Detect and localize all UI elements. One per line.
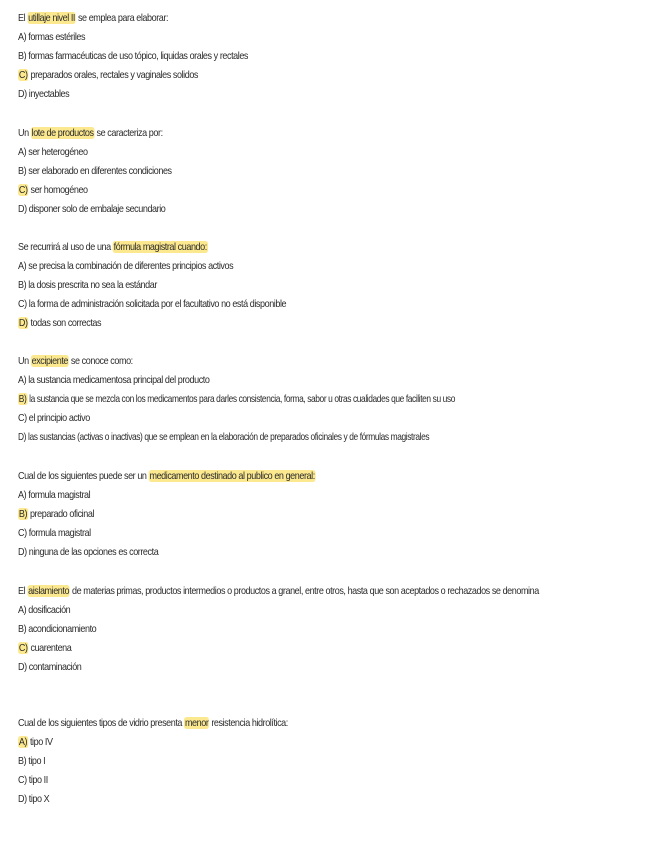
option-c: C) preparados orales, rectales y vaginales solidos <box>18 69 198 81</box>
option-d: D) tipo X <box>18 793 50 805</box>
option-a: A) tipo IV <box>18 736 53 748</box>
option-d: D) contaminación <box>18 661 82 673</box>
answer-marker: C) <box>18 642 28 654</box>
highlighted-term: aislamiento <box>28 585 70 597</box>
option-a: A) formula magistral <box>18 489 91 501</box>
question-text: El aislamiento de materias primas, productos intermedios o productos a granel, entre otros, hasta que son aceptados o rechazados se denomina <box>18 585 539 597</box>
answer-marker: D) <box>18 317 28 329</box>
question-text: Se recurrirá al uso de una fórmula magistral cuando: <box>18 241 207 253</box>
option-d: D) todas son correctas <box>18 317 102 329</box>
highlighted-term: menor <box>184 717 209 729</box>
question-text: Un excipiente se conoce como: <box>18 355 133 367</box>
highlighted-term: utillaje nivel II <box>28 12 76 24</box>
option-b: B) acondicionamiento <box>18 623 97 635</box>
option-a: A) ser heterogéneo <box>18 146 88 158</box>
answer-marker: A) <box>18 736 28 748</box>
option-c: C) el principio activo <box>18 412 90 424</box>
option-d: D) inyectables <box>18 88 70 100</box>
option-c: C) formula magistral <box>18 527 91 539</box>
option-c: C) tipo II <box>18 774 48 786</box>
question-6 <box>18 582 643 677</box>
highlighted-term: lote de productos <box>31 127 94 139</box>
question-text: Cual de los siguientes tipos de vidrio presenta menor resistencia hidrolítica: <box>18 717 288 729</box>
highlighted-term: medicamento destinado al publico en general: <box>149 470 315 482</box>
question-1 <box>18 9 643 104</box>
highlighted-term: fórmula magistral cuando: <box>113 241 207 253</box>
answer-marker: C) <box>18 184 28 196</box>
question-4 <box>18 352 643 447</box>
answer-marker: B) <box>18 508 28 520</box>
question-text: El utillaje nivel II se emplea para elaborar: <box>18 12 169 24</box>
option-b: B) formas farmacéuticas de uso tópico, liquidas orales y rectales <box>18 50 249 62</box>
question-text: Cual de los siguientes puede ser un medicamento destinado al publico en general: <box>18 470 315 482</box>
option-b: B) la sustancia que se mezcla con los medicamentos para darles consistencia, forma, sabor u otras cualidades que faciliten su uso <box>18 393 455 405</box>
answer-marker: C) <box>18 69 28 81</box>
question-5 <box>18 467 643 562</box>
highlighted-term: excipiente <box>31 355 68 367</box>
option-b: B) ser elaborado en diferentes condiciones <box>18 165 172 177</box>
option-b: B) la dosis prescrita no sea la estándar <box>18 279 157 291</box>
option-a: A) se precisa la combinación de diferentes principios activos <box>18 260 234 272</box>
option-a: A) formas estériles <box>18 31 86 43</box>
option-c: C) la forma de administración solicitada por el facultativo no está disponible <box>18 298 287 310</box>
option-b: B) tipo I <box>18 755 46 767</box>
question-3 <box>18 238 643 333</box>
option-a: A) dosificación <box>18 604 71 616</box>
option-a: A) la sustancia medicamentosa principal del producto <box>18 374 210 386</box>
option-b: B) preparado oficinal <box>18 508 95 520</box>
question-7 <box>18 714 643 809</box>
option-d: D) ninguna de las opciones es correcta <box>18 546 159 558</box>
option-d: D) disponer solo de embalaje secundario <box>18 203 166 215</box>
option-d: D) las sustancias (activas o inactivas) que se emplean en la elaboración de preparados oficinales y de fórmulas magistrales <box>18 431 430 443</box>
option-c: C) cuarentena <box>18 642 72 654</box>
question-2 <box>18 124 643 219</box>
option-c: C) ser homogéneo <box>18 184 88 196</box>
answer-marker: B) <box>18 393 27 405</box>
question-text: Un lote de productos se caracteriza por: <box>18 127 163 139</box>
